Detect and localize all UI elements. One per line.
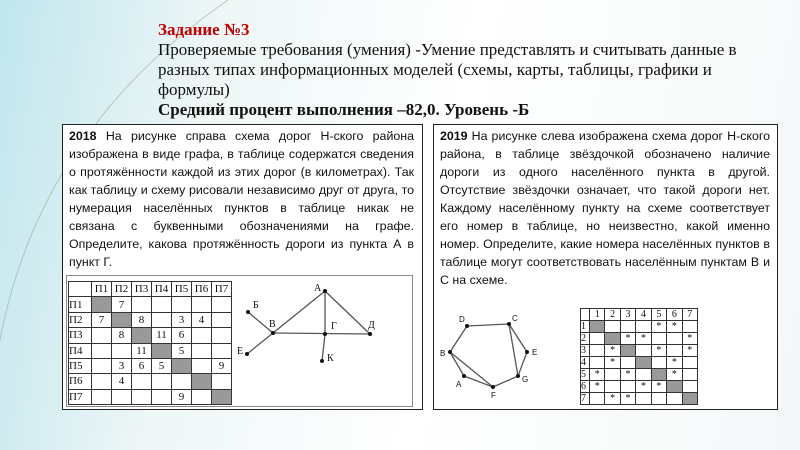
table-row	[581, 357, 698, 369]
table-cell	[212, 343, 232, 358]
table-cell	[192, 297, 212, 312]
table-cell: 4	[192, 312, 212, 327]
graph-edge	[247, 333, 273, 354]
average-percent: Средний процент выполнения –82,0. Уровень -Б	[158, 100, 530, 119]
table-cell	[636, 393, 651, 405]
table-cell	[132, 374, 152, 389]
table-cell: *	[620, 333, 635, 345]
graph-edge	[273, 333, 370, 334]
graph-node	[507, 322, 511, 326]
graph-node	[462, 374, 466, 378]
table-cell	[620, 357, 635, 369]
table-cell	[682, 381, 697, 393]
graph-edge	[273, 291, 325, 333]
graph-edge	[467, 324, 509, 326]
table-cell: 7	[112, 297, 132, 312]
table-cell: *	[605, 345, 620, 357]
table-cell	[682, 369, 697, 381]
table-cell	[590, 345, 605, 357]
table-row	[581, 381, 698, 393]
table-cell	[152, 312, 172, 327]
table-cell: *	[605, 393, 620, 405]
table-cell	[152, 297, 172, 312]
node-label: G	[522, 375, 529, 384]
task-2019-description: На рисунке слева изображена схема дорог Н-ского района, в таблице звёздочкой обозначено наличие дороги из одного населённого пункта в другой. Отсутствие звёздочки означает, что такой дороги нет. Каждому населённому пункту на схеме соответствует его номер в таблице, но неизвестно, какой именно номер. Определите, какие номера населённых пунктов в таблице могут соответствовать населённым пунктам В и С на схеме.	[440, 129, 771, 287]
table-row	[69, 389, 232, 404]
task-2019-box	[433, 124, 778, 410]
row-header: П7	[69, 389, 92, 404]
node-label: Г	[331, 321, 337, 332]
table-cell	[605, 321, 620, 333]
table-cell	[212, 374, 232, 389]
table-cell: 9	[172, 389, 192, 404]
graph-node	[516, 374, 520, 378]
table-cell: 8	[112, 328, 132, 343]
table-cell	[212, 389, 232, 404]
column-header: 4	[636, 309, 651, 321]
row-header: П1	[69, 297, 92, 312]
table-cell	[172, 374, 192, 389]
table-cell	[92, 297, 112, 312]
row-header: 4	[581, 357, 590, 369]
node-label: К	[327, 353, 334, 364]
table-cell	[667, 333, 682, 345]
table-cell: *	[605, 357, 620, 369]
table-cell	[192, 374, 212, 389]
column-header: 5	[651, 309, 666, 321]
table-row	[69, 328, 232, 343]
table-cell	[620, 345, 635, 357]
task-2018-description: На рисунке справа схема дорог Н-ского района изображена в виде графа, в таблице содержатся сведения о протяжённости каждой из этих дорог (в километрах). Так как таблицу и схему рисовали независимо друг от друга, то нумерация населённых пунктов в таблице никак не связана с буквенными обозначениями на графе. Определите, какова протяжённость дороги из пункта А в пункт Г.	[69, 129, 414, 269]
graph-edge	[464, 376, 493, 387]
table-cell	[667, 393, 682, 405]
task-2018-text	[69, 127, 414, 271]
node-label: Б	[253, 300, 259, 311]
table-cell: 3	[172, 312, 192, 327]
table-cell: 5	[152, 358, 172, 373]
graph-node	[246, 310, 250, 314]
table-cell	[92, 374, 112, 389]
table-cell	[212, 312, 232, 327]
table-cell: *	[667, 321, 682, 333]
table-cell: 4	[112, 374, 132, 389]
table-row	[581, 393, 698, 405]
table-cell: *	[590, 369, 605, 381]
table-cell: 9	[212, 358, 232, 373]
table-cell	[590, 393, 605, 405]
corner-cell	[581, 309, 590, 321]
row-header: П3	[69, 328, 92, 343]
table-cell	[682, 357, 697, 369]
graph-node	[465, 324, 469, 328]
graph-node	[245, 352, 249, 356]
table-cell: 11	[132, 343, 152, 358]
table-row	[69, 297, 232, 312]
table-cell	[92, 328, 112, 343]
row-header: П5	[69, 358, 92, 373]
graph-edge	[450, 352, 464, 376]
table-row	[581, 333, 698, 345]
table-cell	[92, 389, 112, 404]
graph-node	[448, 350, 452, 354]
table-cell	[112, 312, 132, 327]
table-cell	[620, 381, 635, 393]
table-cell: 5	[172, 343, 192, 358]
table-cell: *	[651, 321, 666, 333]
graph-node	[271, 331, 275, 335]
table-cell: 3	[112, 358, 132, 373]
column-header: П1	[92, 282, 112, 297]
column-header: П5	[172, 282, 192, 297]
table-cell	[152, 389, 172, 404]
column-header: П3	[132, 282, 152, 297]
column-header: 6	[667, 309, 682, 321]
task-2019-text	[440, 127, 770, 289]
column-header: П7	[212, 282, 232, 297]
row-header: 7	[581, 393, 590, 405]
graph-edge	[518, 352, 527, 376]
graph-edge	[450, 326, 467, 352]
graph-node	[368, 332, 372, 336]
year-2019: 2019	[440, 129, 468, 143]
column-header: 3	[620, 309, 635, 321]
graph-edge	[493, 376, 518, 387]
road-graph-2019	[434, 305, 574, 405]
table-cell: *	[636, 333, 651, 345]
table-cell	[682, 321, 697, 333]
column-header: П4	[152, 282, 172, 297]
table-cell	[212, 328, 232, 343]
graph-node	[320, 359, 324, 363]
table-cell: *	[667, 357, 682, 369]
table-cell	[590, 321, 605, 333]
node-label: А	[314, 283, 322, 294]
node-label: Д	[368, 320, 375, 331]
table-cell	[651, 393, 666, 405]
table-cell: *	[651, 345, 666, 357]
graph-node	[491, 385, 495, 389]
table-cell	[651, 333, 666, 345]
row-header: 2	[581, 333, 590, 345]
row-header: 5	[581, 369, 590, 381]
table-cell	[92, 358, 112, 373]
row-header: П4	[69, 343, 92, 358]
table-cell	[132, 297, 152, 312]
table-row	[581, 321, 698, 333]
table-cell	[152, 343, 172, 358]
row-header: П6	[69, 374, 92, 389]
graph-edge	[322, 334, 325, 361]
row-header: П2	[69, 312, 92, 327]
table-cell	[605, 369, 620, 381]
table-cell	[92, 343, 112, 358]
node-label: C	[512, 314, 518, 323]
table-cell: 8	[132, 312, 152, 327]
table-cell	[667, 345, 682, 357]
table-cell	[192, 389, 212, 404]
table-cell	[651, 357, 666, 369]
node-label: B	[440, 349, 446, 358]
table-cell	[636, 357, 651, 369]
table-cell: *	[590, 381, 605, 393]
distance-table	[68, 281, 232, 405]
table-cell	[590, 333, 605, 345]
task-2018-box	[62, 124, 423, 410]
column-header: П2	[112, 282, 132, 297]
table-cell	[212, 297, 232, 312]
slide-header	[158, 20, 773, 120]
adjacency-table	[580, 308, 698, 405]
table-cell	[651, 369, 666, 381]
row-header: 3	[581, 345, 590, 357]
table-cell	[192, 343, 212, 358]
table-cell: *	[682, 345, 697, 357]
column-header: 1	[590, 309, 605, 321]
table-cell: *	[620, 369, 635, 381]
table-cell	[590, 357, 605, 369]
node-label: D	[459, 315, 465, 324]
table-cell	[636, 369, 651, 381]
table-cell	[132, 328, 152, 343]
row-header: 1	[581, 321, 590, 333]
table-cell	[112, 389, 132, 404]
table-cell	[605, 381, 620, 393]
graph-node	[525, 350, 529, 354]
table-cell: *	[651, 381, 666, 393]
table-cell	[636, 345, 651, 357]
corner-cell	[69, 282, 92, 297]
table-cell: *	[636, 381, 651, 393]
table-row	[581, 345, 698, 357]
table-cell	[636, 321, 651, 333]
table-cell	[152, 374, 172, 389]
node-label: Е	[237, 346, 244, 357]
table-cell: *	[682, 333, 697, 345]
table-cell	[172, 297, 192, 312]
table-cell	[112, 343, 132, 358]
column-header: П6	[192, 282, 212, 297]
node-label: A	[456, 380, 462, 389]
table-row	[69, 374, 232, 389]
graph-node	[323, 332, 327, 336]
table-cell: 7	[92, 312, 112, 327]
table-cell	[132, 389, 152, 404]
year-2018: 2018	[69, 129, 97, 143]
node-label: F	[491, 391, 496, 400]
table-cell: 6	[172, 328, 192, 343]
table-cell	[192, 358, 212, 373]
table-cell: *	[667, 369, 682, 381]
table-row	[69, 358, 232, 373]
table-cell	[620, 321, 635, 333]
table-cell	[172, 358, 192, 373]
table-cell: 11	[152, 328, 172, 343]
table-cell: *	[620, 393, 635, 405]
table-row	[69, 312, 232, 327]
graph-node	[323, 289, 327, 293]
requirements-text: Проверяемые требования (умения) -Умение представлять и считывать данные в разных типах информационных моделей (схемы, карты, таблицы, графики и формулы)	[158, 40, 737, 99]
road-graph-2018	[231, 275, 411, 387]
table-cell	[192, 328, 212, 343]
task-title: Задание №3	[158, 20, 250, 39]
table-row	[69, 343, 232, 358]
table-cell: 6	[132, 358, 152, 373]
row-header: 6	[581, 381, 590, 393]
table-cell	[682, 393, 697, 405]
node-label: В	[269, 319, 276, 330]
column-header: 2	[605, 309, 620, 321]
table-cell	[605, 333, 620, 345]
table-row	[581, 369, 698, 381]
node-label: E	[532, 348, 538, 357]
table-cell	[667, 381, 682, 393]
column-header: 7	[682, 309, 697, 321]
